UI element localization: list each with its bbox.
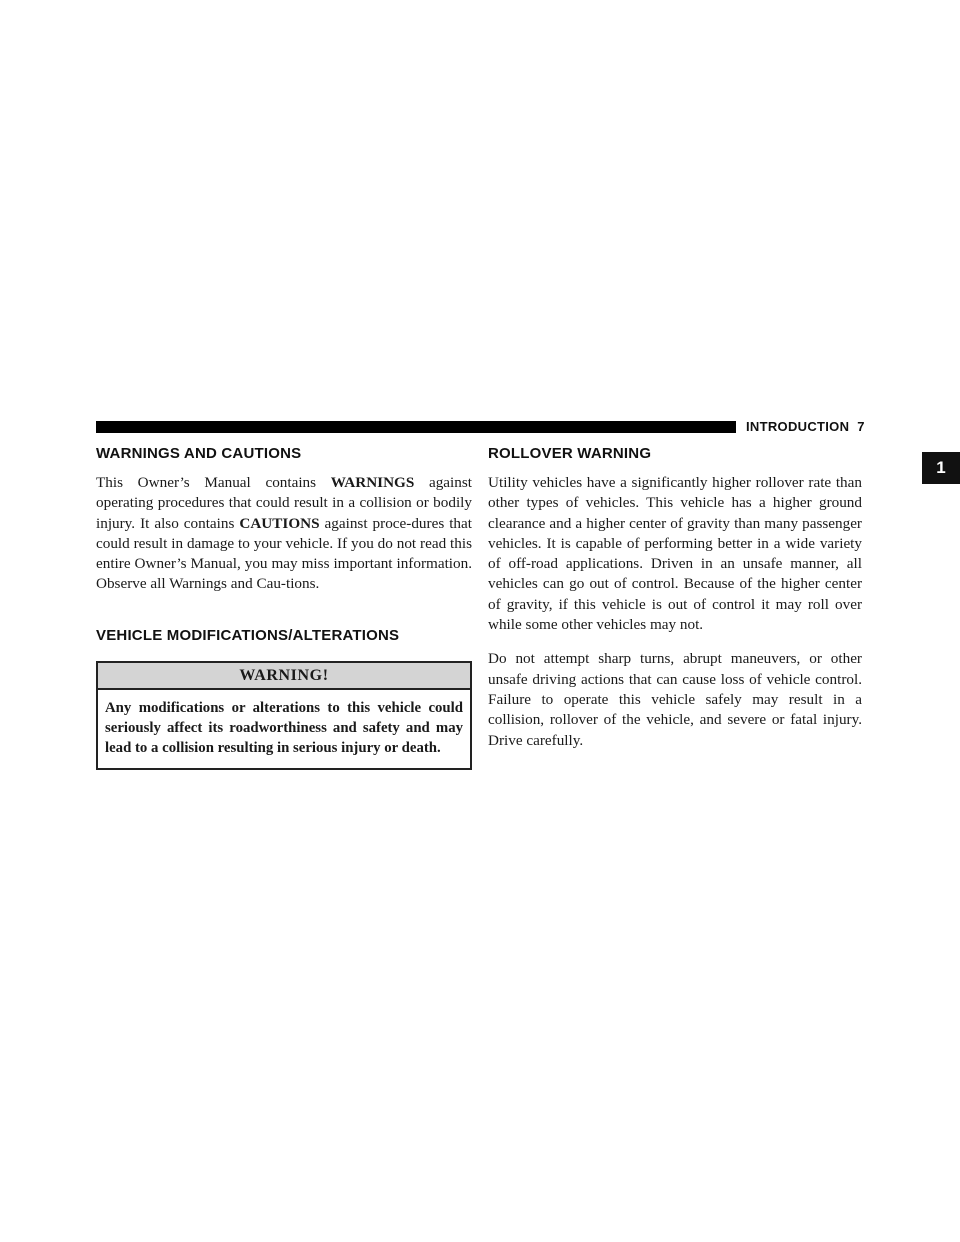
intro-paragraph (96, 473, 472, 595)
intro-text-1: This Owner’s Manual contains (96, 474, 331, 491)
intro-text-3: against proce-dures that could result in damage to your vehicle. If you do not read this entire Owner’s Manual, you may miss important information. Observe all Warnings and Cau-tions. (96, 514, 472, 593)
left-column (96, 440, 472, 770)
chapter-tab[interactable]: 1 (922, 452, 960, 484)
intro-warnings-term: WARNINGS (330, 474, 415, 491)
heading-vehicle-modifications: VEHICLE MODIFICATIONS/ALTERATIONS (96, 626, 400, 644)
rollover-paragraph-2: Do not attempt sharp turns, abrupt maneuvers, or other unsafe driving actions that can cause loss of vehicle control. Failure to operate this vehicle safely may result in a collision, rollover of the vehicle, and severe or fatal injury. Drive carefully. (488, 650, 862, 749)
intro-text-2: against operating procedures that could result in a collision or bodily injury. It also contains (96, 474, 472, 532)
header-rule (96, 421, 736, 433)
section-title: INTRODUCTION (746, 419, 850, 434)
warning-body: Any modifications or alterations to this vehicle could seriously affect its roadworthiness and safety and may lead to a collision resulting in serious injury or death. (105, 699, 463, 757)
running-header (746, 418, 865, 436)
intro-cautions-term: CAUTIONS (239, 514, 320, 532)
warning-box (96, 661, 472, 770)
right-column (488, 440, 862, 751)
warning-title: WARNING! (98, 663, 470, 690)
heading-rollover-warning: ROLLOVER WARNING (488, 445, 652, 462)
rollover-paragraph-1: Utility vehicles have a significantly higher rollover rate than other types of vehicles. This vehicle has a higher ground clearance and a higher center of gravity than many passenger vehicles. It is capable of performing better in a wide variety of off-road applications. Driven in an unsafe manner, all vehicles can go out of control. Because of the higher center of gravity, if this vehicle is out of control it may roll over while some other vehicles may not. (488, 474, 862, 634)
page-number: 7 (857, 419, 865, 434)
heading-warnings-and-cautions: WARNINGS AND CAUTIONS (96, 445, 302, 462)
